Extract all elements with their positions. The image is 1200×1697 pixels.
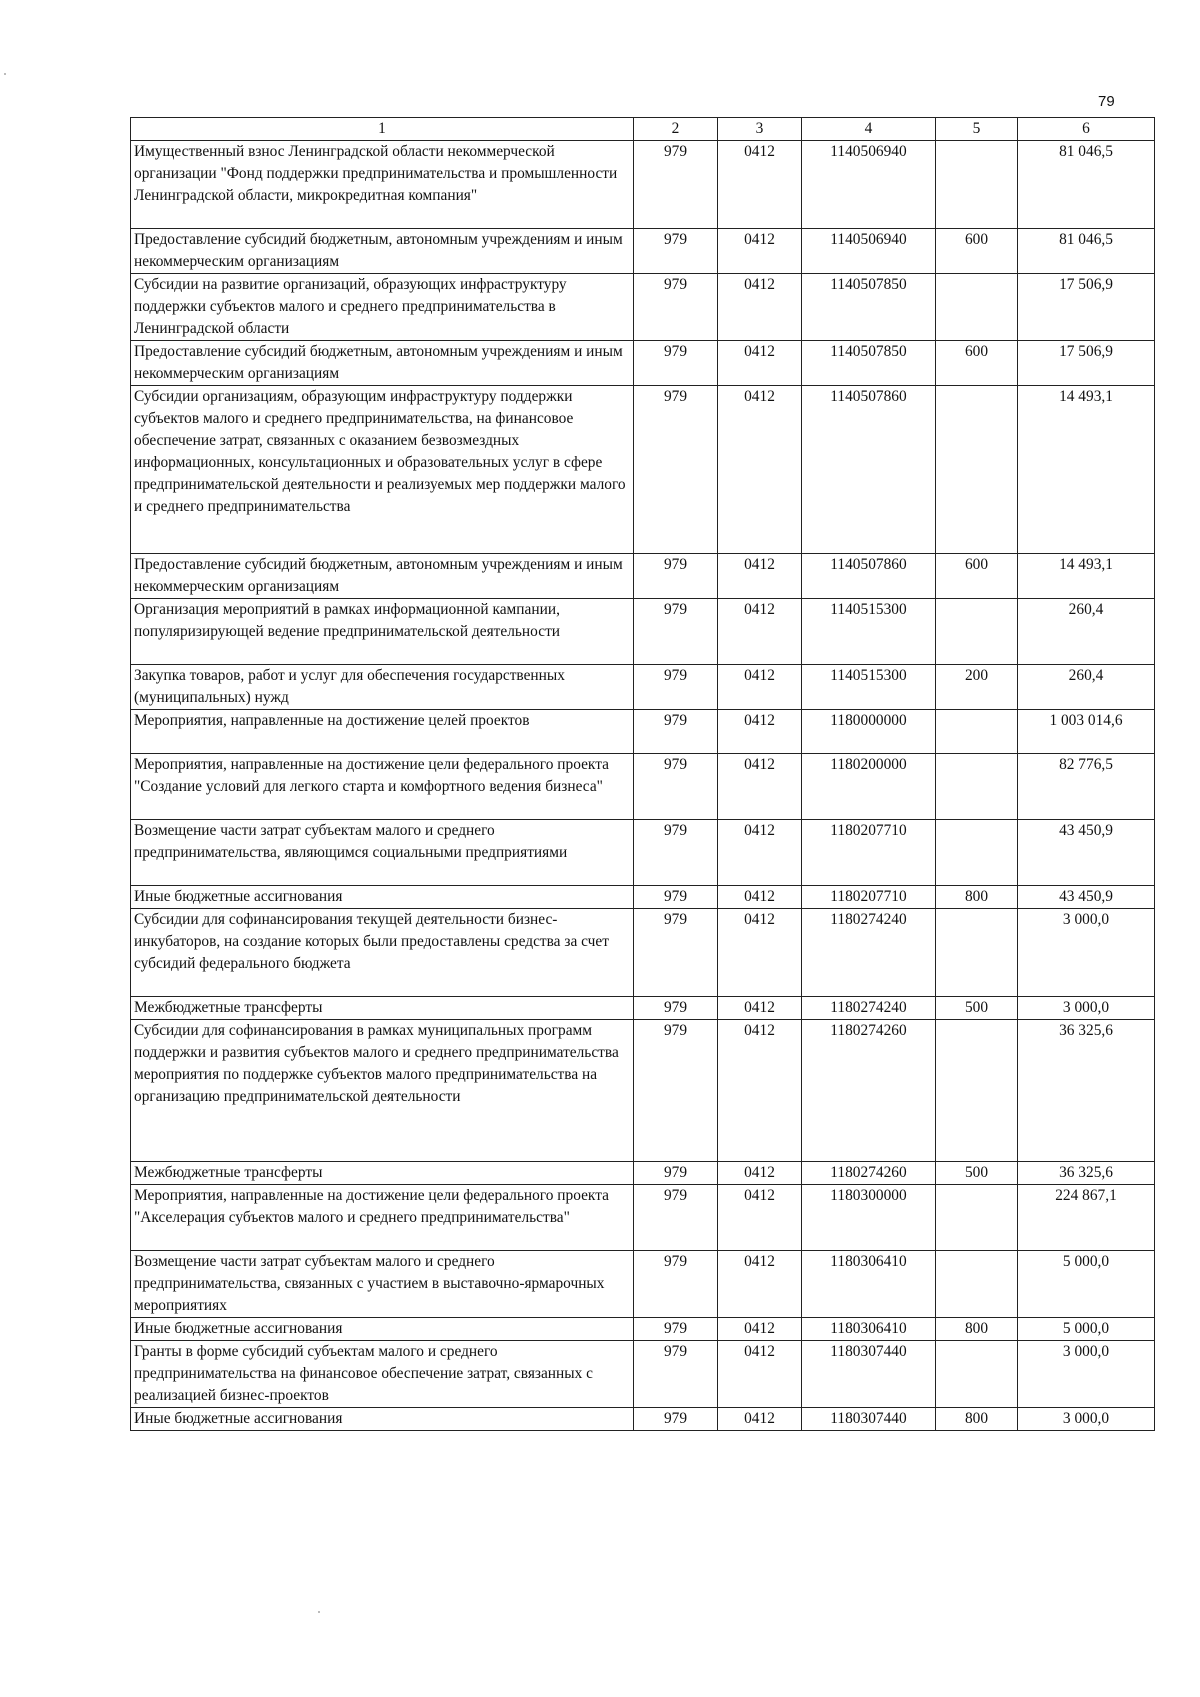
table-cell-c3: 0412 xyxy=(718,997,802,1020)
table-cell-name: Закупка товаров, работ и услуг для обеспечения государственных (муниципальных) нужд xyxy=(131,665,634,710)
header-col-2: 2 xyxy=(634,118,718,141)
table-cell-c6: 36 325,6 xyxy=(1018,1020,1155,1162)
table-cell-name: Возмещение части затрат субъектам малого и среднего предпринимательства, связанных с участием в выставочно-ярмарочных мероприятиях xyxy=(131,1251,634,1318)
table-cell-c3: 0412 xyxy=(718,386,802,554)
table-cell-c6: 43 450,9 xyxy=(1018,886,1155,909)
table-cell-c4: 1180306410 xyxy=(802,1318,936,1341)
table-cell-name: Предоставление субсидий бюджетным, автономным учреждениям и иным некоммерческим организациям xyxy=(131,341,634,386)
table-cell-c6: 5 000,0 xyxy=(1018,1251,1155,1318)
table-cell-c5 xyxy=(936,909,1018,997)
scan-speck xyxy=(318,1611,320,1613)
table-cell-c6: 17 506,9 xyxy=(1018,341,1155,386)
table-row xyxy=(131,1318,1155,1341)
table-cell-c5: 600 xyxy=(936,229,1018,274)
table-cell-name: Предоставление субсидий бюджетным, автономным учреждениям и иным некоммерческим организациям xyxy=(131,554,634,599)
table-cell-name: Гранты в форме субсидий субъектам малого и среднего предпринимательства на финансовое обеспечение затрат, связанных с реализацией бизнес-проектов xyxy=(131,1341,634,1408)
table-row xyxy=(131,886,1155,909)
table-cell-c2: 979 xyxy=(634,886,718,909)
table-cell-c4: 1140506940 xyxy=(802,229,936,274)
table-cell-c4: 1180207710 xyxy=(802,820,936,886)
table-cell-c6: 3 000,0 xyxy=(1018,909,1155,997)
table-row xyxy=(131,665,1155,710)
table-cell-c4: 1180207710 xyxy=(802,886,936,909)
table-cell-c2: 979 xyxy=(634,1408,718,1431)
table-cell-c4: 1180274260 xyxy=(802,1162,936,1185)
table-cell-name: Предоставление субсидий бюджетным, автономным учреждениям и иным некоммерческим организациям xyxy=(131,229,634,274)
table-cell-c6: 82 776,5 xyxy=(1018,754,1155,820)
table-cell-name: Субсидии организациям, образующим инфраструктуру поддержки субъектов малого и среднего предпринимательства, на финансовое обеспечение затрат, связанных с оказанием безвозмездных информационных, консультационных и образовательных услуг в сфере предпринимательской деятельности и реализуемых мер поддержки малого и среднего предпринимательства xyxy=(131,386,634,554)
table-cell-c6: 3 000,0 xyxy=(1018,1341,1155,1408)
table-cell-c5 xyxy=(936,1341,1018,1408)
table-cell-c6: 224 867,1 xyxy=(1018,1185,1155,1251)
table-cell-name: Субсидии для софинансирования в рамках муниципальных программ поддержки и развития субъектов малого и среднего предпринимательства мероприятия по поддержке субъектов малого предпринимательства на организацию предпринимательской деятельности xyxy=(131,1020,634,1162)
table-cell-c2: 979 xyxy=(634,1341,718,1408)
table-cell-c2: 979 xyxy=(634,665,718,710)
table-cell-c5 xyxy=(936,754,1018,820)
table-cell-name: Организация мероприятий в рамках информационной кампании, популяризирующей ведение предпринимательской деятельности xyxy=(131,599,634,665)
table-cell-c3: 0412 xyxy=(718,141,802,229)
table-cell-c2: 979 xyxy=(634,229,718,274)
table-row xyxy=(131,1341,1155,1408)
table-cell-c5 xyxy=(936,1020,1018,1162)
table-row xyxy=(131,1020,1155,1162)
table-cell-c2: 979 xyxy=(634,141,718,229)
budget-table xyxy=(130,117,1155,1431)
table-cell-c3: 0412 xyxy=(718,820,802,886)
table-cell-c5 xyxy=(936,141,1018,229)
table-cell-c6: 3 000,0 xyxy=(1018,997,1155,1020)
table-cell-c5 xyxy=(936,710,1018,754)
table-cell-c6: 1 003 014,6 xyxy=(1018,710,1155,754)
table-cell-c3: 0412 xyxy=(718,229,802,274)
table-cell-c2: 979 xyxy=(634,1318,718,1341)
table-row xyxy=(131,1162,1155,1185)
table-cell-c5: 600 xyxy=(936,341,1018,386)
table-cell-c5: 500 xyxy=(936,1162,1018,1185)
table-cell-c5 xyxy=(936,599,1018,665)
table-cell-c5: 200 xyxy=(936,665,1018,710)
table-row xyxy=(131,599,1155,665)
table-cell-c4: 1140507860 xyxy=(802,554,936,599)
table-cell-c3: 0412 xyxy=(718,341,802,386)
table-cell-c6: 81 046,5 xyxy=(1018,229,1155,274)
table-cell-c3: 0412 xyxy=(718,1185,802,1251)
table-cell-c2: 979 xyxy=(634,1185,718,1251)
table-cell-c4: 1180274260 xyxy=(802,1020,936,1162)
table-row xyxy=(131,997,1155,1020)
budget-table-container xyxy=(130,117,1155,1431)
table-cell-c2: 979 xyxy=(634,710,718,754)
table-cell-c5: 600 xyxy=(936,554,1018,599)
table-cell-c5: 800 xyxy=(936,1408,1018,1431)
table-cell-name: Возмещение части затрат субъектам малого и среднего предпринимательства, являющимся социальными предприятиями xyxy=(131,820,634,886)
table-cell-c6: 81 046,5 xyxy=(1018,141,1155,229)
table-row xyxy=(131,554,1155,599)
table-cell-c6: 260,4 xyxy=(1018,599,1155,665)
table-row xyxy=(131,141,1155,229)
table-cell-c6: 36 325,6 xyxy=(1018,1162,1155,1185)
table-cell-c4: 1180000000 xyxy=(802,710,936,754)
table-cell-c3: 0412 xyxy=(718,274,802,341)
table-cell-c4: 1180300000 xyxy=(802,1185,936,1251)
table-cell-c3: 0412 xyxy=(718,665,802,710)
table-cell-c4: 1140515300 xyxy=(802,665,936,710)
table-cell-name: Мероприятия, направленные на достижение целей проектов xyxy=(131,710,634,754)
table-cell-c2: 979 xyxy=(634,341,718,386)
table-row xyxy=(131,710,1155,754)
table-cell-name: Мероприятия, направленные на достижение цели федерального проекта "Акселерация субъектов малого и среднего предпринимательства" xyxy=(131,1185,634,1251)
header-col-4: 4 xyxy=(802,118,936,141)
table-cell-c4: 1180307440 xyxy=(802,1408,936,1431)
table-cell-c2: 979 xyxy=(634,274,718,341)
table-cell-c5: 500 xyxy=(936,997,1018,1020)
table-cell-c2: 979 xyxy=(634,1251,718,1318)
table-cell-name: Мероприятия, направленные на достижение цели федерального проекта "Создание условий для легкого старта и комфортного ведения бизнеса" xyxy=(131,754,634,820)
table-row xyxy=(131,754,1155,820)
table-cell-name: Имущественный взнос Ленинградской области некоммерческой организации "Фонд поддержки предпринимательства и промышленности Ленинградской области, микрокредитная компания" xyxy=(131,141,634,229)
table-cell-c2: 979 xyxy=(634,1020,718,1162)
table-row xyxy=(131,341,1155,386)
table-cell-c4: 1140506940 xyxy=(802,141,936,229)
table-row xyxy=(131,909,1155,997)
header-row xyxy=(131,118,1155,141)
table-cell-c3: 0412 xyxy=(718,1408,802,1431)
table-cell-c2: 979 xyxy=(634,997,718,1020)
header-col-1: 1 xyxy=(131,118,634,141)
table-cell-c4: 1140507850 xyxy=(802,274,936,341)
table-cell-c3: 0412 xyxy=(718,1251,802,1318)
scan-speck xyxy=(4,73,6,75)
page-number: 79 xyxy=(1098,93,1115,110)
table-cell-c4: 1180306410 xyxy=(802,1251,936,1318)
table-row xyxy=(131,1408,1155,1431)
table-cell-c3: 0412 xyxy=(718,909,802,997)
table-row xyxy=(131,386,1155,554)
table-row xyxy=(131,229,1155,274)
table-cell-c5 xyxy=(936,274,1018,341)
table-row xyxy=(131,1251,1155,1318)
table-cell-c3: 0412 xyxy=(718,710,802,754)
table-cell-c3: 0412 xyxy=(718,1162,802,1185)
table-cell-c2: 979 xyxy=(634,554,718,599)
table-cell-name: Субсидии на развитие организаций, образующих инфраструктуру поддержки субъектов малого и среднего предпринимательства в Ленинградской области xyxy=(131,274,634,341)
table-cell-c4: 1180200000 xyxy=(802,754,936,820)
table-cell-c2: 979 xyxy=(634,820,718,886)
table-cell-c5 xyxy=(936,386,1018,554)
table-cell-c5 xyxy=(936,1251,1018,1318)
table-cell-c6: 260,4 xyxy=(1018,665,1155,710)
table-cell-name: Иные бюджетные ассигнования xyxy=(131,886,634,909)
table-cell-c6: 17 506,9 xyxy=(1018,274,1155,341)
table-cell-c2: 979 xyxy=(634,386,718,554)
table-cell-name: Межбюджетные трансферты xyxy=(131,1162,634,1185)
table-cell-c4: 1140515300 xyxy=(802,599,936,665)
table-cell-c6: 14 493,1 xyxy=(1018,554,1155,599)
table-cell-c2: 979 xyxy=(634,754,718,820)
table-cell-c6: 14 493,1 xyxy=(1018,386,1155,554)
table-row xyxy=(131,274,1155,341)
header-col-5: 5 xyxy=(936,118,1018,141)
table-cell-c2: 979 xyxy=(634,909,718,997)
table-row xyxy=(131,820,1155,886)
table-cell-c6: 3 000,0 xyxy=(1018,1408,1155,1431)
table-cell-c3: 0412 xyxy=(718,886,802,909)
table-cell-c3: 0412 xyxy=(718,1318,802,1341)
header-col-3: 3 xyxy=(718,118,802,141)
table-cell-name: Субсидии для софинансирования текущей деятельности бизнес-инкубаторов, на создание которых были предоставлены средства за счет субсидий федерального бюджета xyxy=(131,909,634,997)
table-cell-c4: 1180307440 xyxy=(802,1341,936,1408)
table-cell-name: Иные бюджетные ассигнования xyxy=(131,1408,634,1431)
table-cell-c5: 800 xyxy=(936,886,1018,909)
table-cell-c3: 0412 xyxy=(718,554,802,599)
table-cell-c5 xyxy=(936,820,1018,886)
header-col-6: 6 xyxy=(1018,118,1155,141)
table-cell-c3: 0412 xyxy=(718,754,802,820)
table-cell-c5 xyxy=(936,1185,1018,1251)
table-cell-c6: 43 450,9 xyxy=(1018,820,1155,886)
table-cell-c4: 1180274240 xyxy=(802,909,936,997)
table-cell-c6: 5 000,0 xyxy=(1018,1318,1155,1341)
table-cell-c2: 979 xyxy=(634,1162,718,1185)
table-cell-c2: 979 xyxy=(634,599,718,665)
table-row xyxy=(131,1185,1155,1251)
table-cell-name: Межбюджетные трансферты xyxy=(131,997,634,1020)
table-cell-c3: 0412 xyxy=(718,1020,802,1162)
table-cell-c3: 0412 xyxy=(718,599,802,665)
table-cell-name: Иные бюджетные ассигнования xyxy=(131,1318,634,1341)
table-cell-c5: 800 xyxy=(936,1318,1018,1341)
table-cell-c3: 0412 xyxy=(718,1341,802,1408)
table-cell-c4: 1180274240 xyxy=(802,997,936,1020)
table-cell-c4: 1140507860 xyxy=(802,386,936,554)
table-cell-c4: 1140507850 xyxy=(802,341,936,386)
